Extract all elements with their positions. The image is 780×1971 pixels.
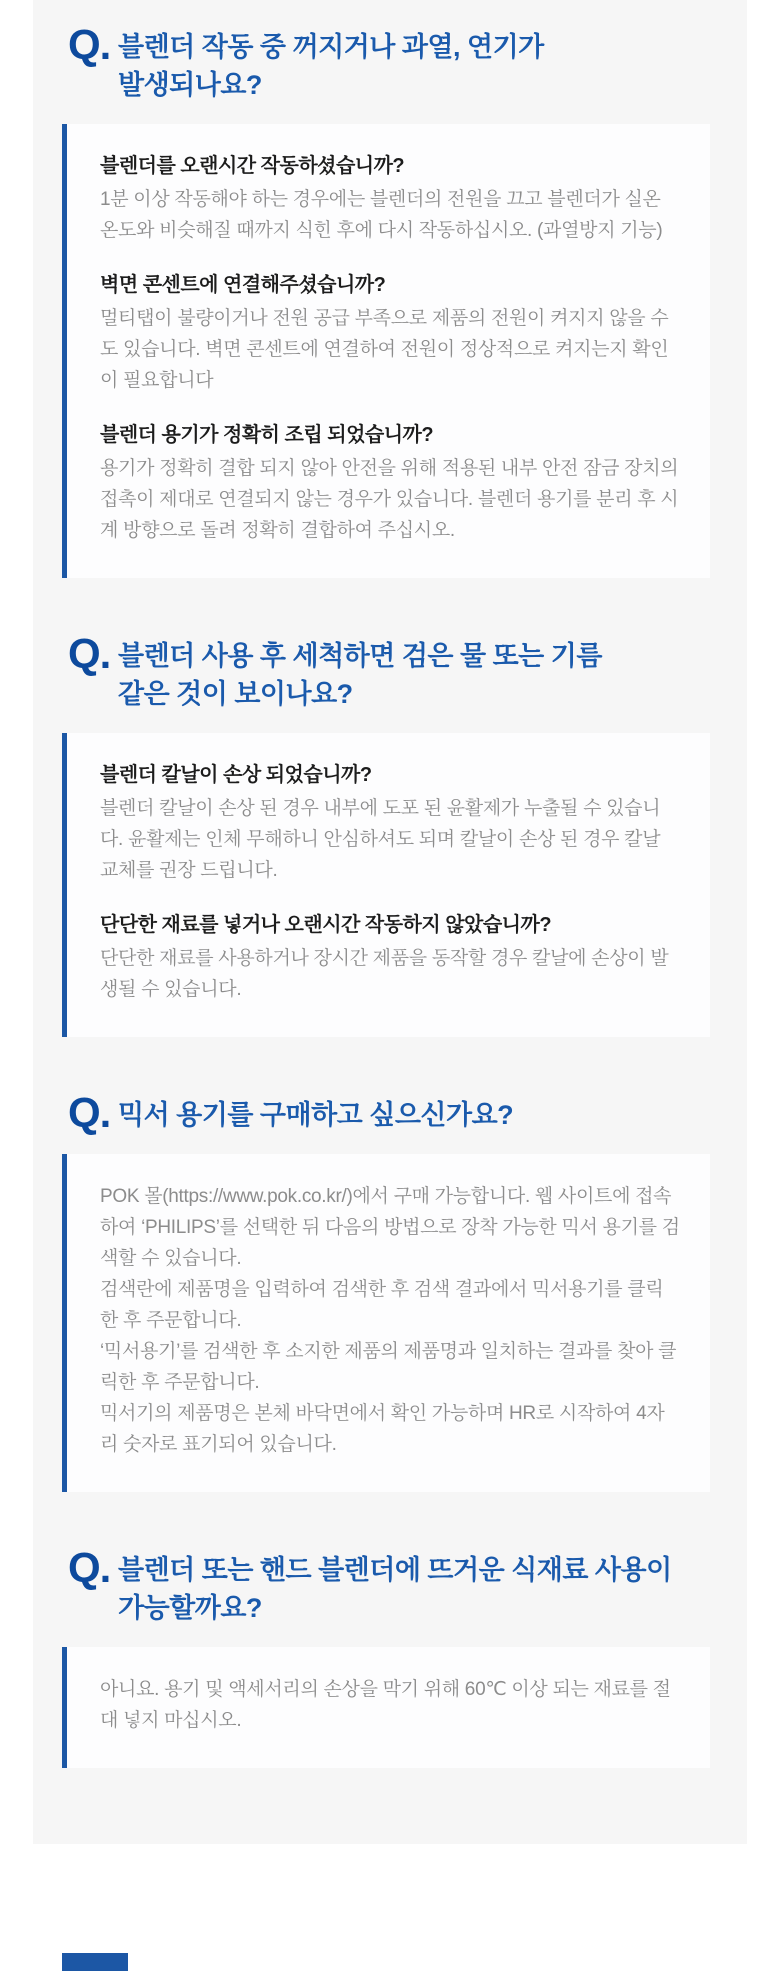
faq-section-4	[33, 1544, 747, 1768]
answer-paragraph: 1분 이상 작동해야 하는 경우에는 블렌더의 전원을 끄고 블렌더가 실온 온도와 비슷해질 때까지 식힌 후에 다시 작동하십시오. (과열방지 기능)	[100, 189, 663, 241]
question-row	[33, 21, 747, 104]
answer-item-title: 단단한 재료를 넣거나 오랜시간 작동하지 않았습니까?	[100, 914, 552, 936]
q-mark: Q.	[68, 1089, 111, 1136]
question-row	[33, 630, 747, 713]
question-row	[33, 1089, 747, 1136]
answer-item	[100, 760, 680, 886]
answer-card	[62, 1647, 710, 1768]
q-mark: Q.	[68, 1544, 111, 1591]
answer-paragraph: 블렌더 칼날이 손상 된 경우 내부에 도포 된 윤활제가 누출될 수 있습니다. 윤활제는 인체 무해하니 안심하셔도 되며 칼날이 손상 된 경우 칼날 교체를 권장 드립니다.	[100, 798, 661, 881]
answer-card	[62, 124, 710, 578]
question-row	[33, 1544, 747, 1627]
q-mark: Q.	[68, 630, 111, 677]
q-mark: Q.	[68, 21, 111, 68]
answer-paragraph: 멀티탭이 불량이거나 전원 공급 부족으로 제품의 전원이 켜지지 않을 수도 있습니다. 벽면 콘센트에 연결하여 전원이 정상적으로 켜지는지 확인이 필요합니다	[100, 308, 669, 391]
answer-item-title: 벽면 콘센트에 연결해주셨습니까?	[100, 274, 386, 296]
answer-paragraph: 용기가 정확히 결합 되지 않아 안전을 위해 적용된 내부 안전 잠금 장치의 접촉이 제대로 연결되지 않는 경우가 있습니다. 블렌더 용기를 분리 후 시계 방향으로 돌려 정확히 결합하여 주십시오.	[100, 458, 679, 541]
cutoff-blue-element	[62, 1953, 128, 1971]
answer-paragraph: ‘믹서용기’를 검색한 후 소지한 제품의 제품명과 일치하는 결과를 찾아 클릭한 후 주문합니다.	[100, 1341, 677, 1393]
answer-paragraph: POK 몰(https://www.pok.co.kr/)에서 구매 가능합니다. 웹 사이트에 접속하여 ‘PHILIPS’를 선택한 뒤 다음의 방법으로 장착 가능한 믹서 용기를 검색할 수 있습니다.	[100, 1186, 680, 1269]
answer-item	[100, 151, 680, 246]
answer-item	[100, 270, 680, 396]
question-title: 블렌더 또는 핸드 블렌더에 뜨거운 식재료 사용이 가능할까요?	[118, 1555, 672, 1623]
question-title: 믹서 용기를 구매하고 싶으신가요?	[118, 1100, 514, 1130]
answer-paragraph: 아니요. 용기 및 액세서리의 손상을 막기 위해 60℃ 이상 되는 재료를 절대 넣지 마십시오.	[100, 1679, 671, 1731]
answer-item	[100, 1674, 680, 1736]
answer-item-title: 블렌더를 오랜시간 작동하셨습니까?	[100, 155, 405, 177]
answer-item-title: 블렌더 용기가 정확히 조립 되었습니까?	[100, 424, 434, 446]
question-title: 블렌더 작동 중 꺼지거나 과열, 연기가 발생되나요?	[118, 32, 544, 100]
answer-paragraph: 검색란에 제품명을 입력하여 검색한 후 검색 결과에서 믹서용기를 클릭한 후 주문합니다.	[100, 1279, 664, 1331]
answer-item	[100, 420, 680, 546]
answer-item	[100, 910, 680, 1005]
faq-section-1	[33, 21, 747, 578]
faq-content-area	[33, 0, 747, 1844]
answer-card	[62, 1154, 710, 1492]
answer-item-title: 블렌더 칼날이 손상 되었습니까?	[100, 764, 372, 786]
answer-paragraph: 믹서기의 제품명은 본체 바닥면에서 확인 가능하며 HR로 시작하여 4자리 숫자로 표기되어 있습니다.	[100, 1403, 665, 1455]
bottom-strip	[0, 1844, 780, 1971]
question-title: 블렌더 사용 후 세척하면 검은 물 또는 기름 같은 것이 보이나요?	[118, 641, 602, 709]
answer-paragraph: 단단한 재료를 사용하거나 장시간 제품을 동작할 경우 칼날에 손상이 발생될 수 있습니다.	[100, 948, 669, 1000]
answer-item	[100, 1181, 680, 1460]
faq-section-2	[33, 630, 747, 1037]
answer-card	[62, 733, 710, 1037]
faq-section-3	[33, 1089, 747, 1492]
